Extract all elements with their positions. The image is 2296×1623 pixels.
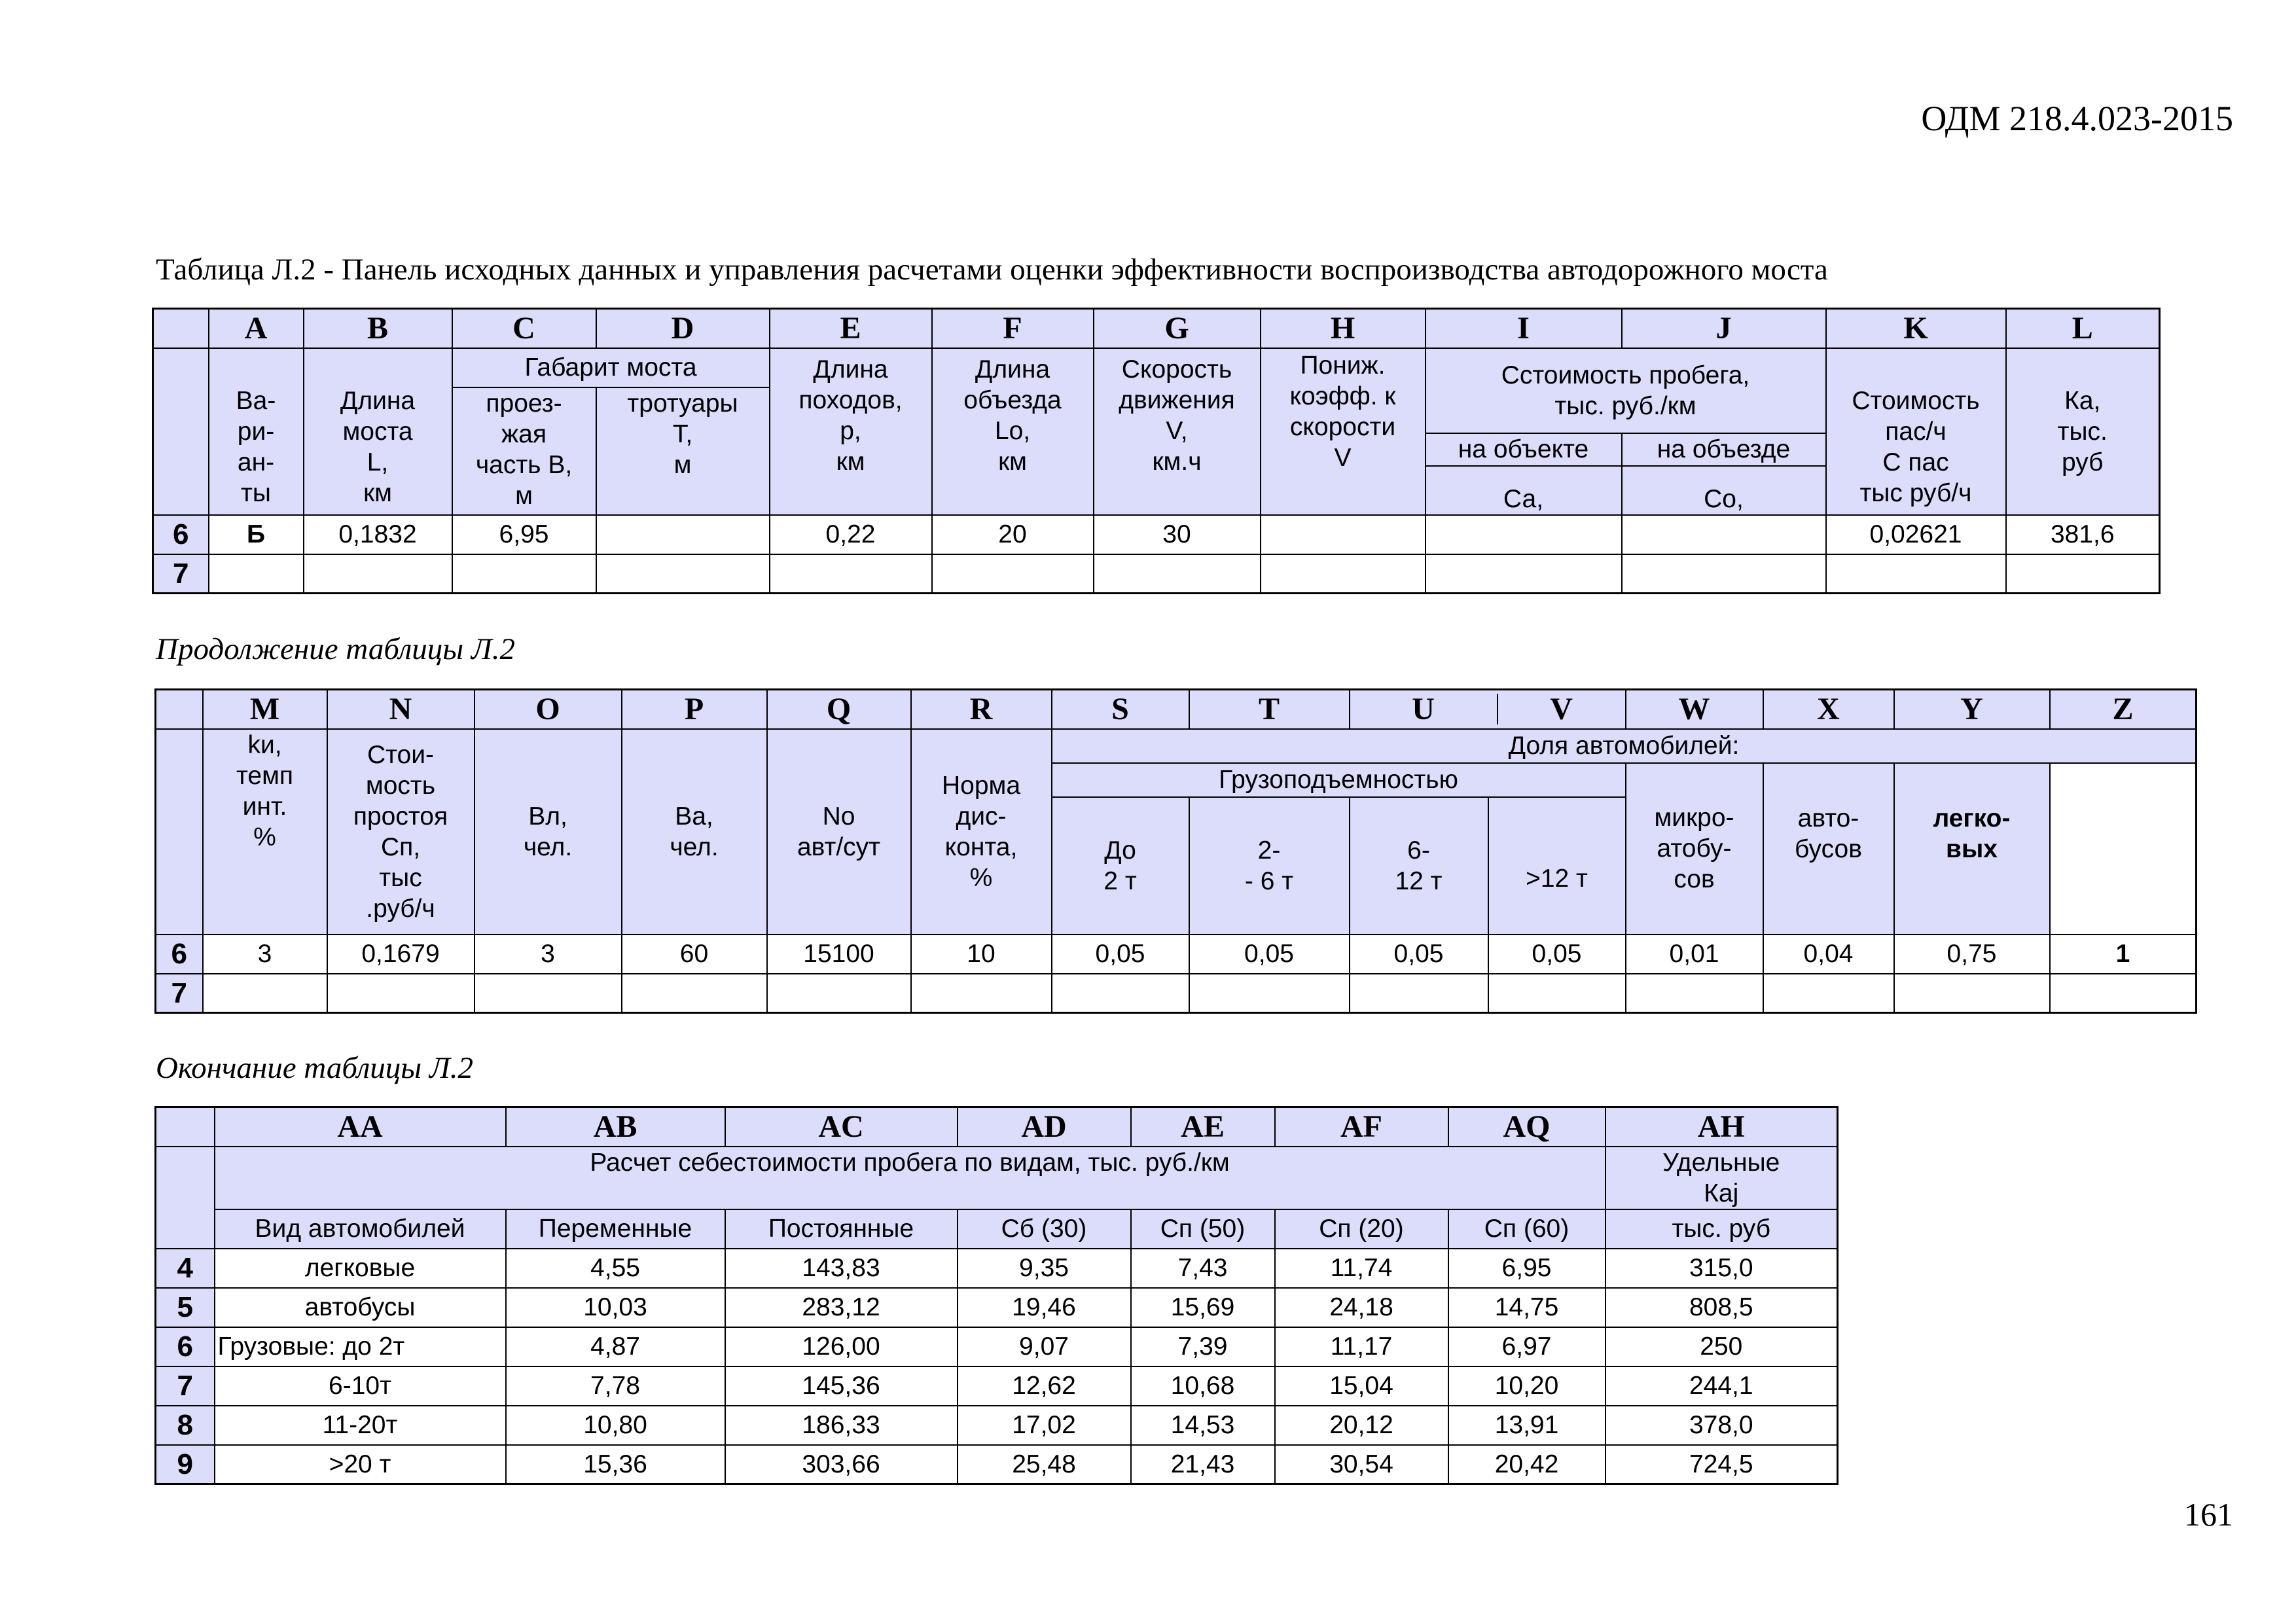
cell: 11,17	[1275, 1327, 1448, 1366]
header-ca: Са,	[1426, 466, 1622, 515]
header-buses: авто- бусов	[1763, 763, 1894, 935]
cell: 60	[622, 935, 767, 974]
col-letter-x: X	[1763, 690, 1894, 729]
col-letter-m: M	[203, 690, 327, 729]
header-sidewalks: тротуары Т, м	[596, 387, 770, 515]
cell	[2050, 974, 2197, 1013]
cell: 6,97	[1448, 1327, 1605, 1366]
table-end-caption: Окончание таблицы Л.2	[156, 1051, 473, 1085]
header-sb30: Сб (30)	[958, 1209, 1131, 1249]
cell: 6-10т	[215, 1366, 506, 1406]
col-letter-b: B	[304, 309, 452, 348]
row-number: 6	[156, 1327, 215, 1366]
corner-cell	[153, 309, 209, 348]
col-letter-r: R	[911, 690, 1052, 729]
cell: 3	[475, 935, 622, 974]
row-number: 4	[156, 1249, 215, 1288]
cell: 25,48	[958, 1445, 1131, 1484]
table-row	[156, 1327, 1838, 1366]
cell: 10,20	[1448, 1366, 1605, 1406]
document-code: ОДМ 218.4.023-2015	[1921, 99, 2233, 138]
page-number: 161	[2184, 1496, 2233, 1533]
col-letter-aq: AQ	[1448, 1107, 1605, 1147]
row-number: 6	[156, 935, 203, 974]
cell	[1261, 515, 1426, 554]
col-letter-g: G	[1094, 309, 1261, 348]
header-vehicle-share: Доля автомобилей:	[1052, 729, 2197, 763]
cell	[596, 515, 770, 554]
header-upto-2t: До 2 т	[1052, 797, 1189, 935]
cell	[1894, 974, 2050, 1013]
col-letter-z: Z	[2050, 690, 2197, 729]
cell: 808,5	[1605, 1288, 1838, 1327]
cell: легковые	[215, 1249, 506, 1288]
col-letter-t: T	[1189, 690, 1350, 729]
cell: 186,33	[725, 1406, 958, 1445]
cell	[327, 974, 475, 1013]
column-letters-row	[156, 690, 2197, 729]
col-letter-u-label: U	[1412, 692, 1435, 727]
table-row	[153, 515, 2160, 554]
cell: 378,0	[1605, 1406, 1838, 1445]
cell: 6,95	[1448, 1249, 1605, 1288]
cell: 14,75	[1448, 1288, 1605, 1327]
col-letter-n: N	[327, 690, 475, 729]
cell: 0,22	[770, 515, 932, 554]
cell	[1622, 554, 1826, 594]
cell: 143,83	[725, 1249, 958, 1288]
header-cars: легко- вых	[1894, 763, 2050, 935]
cell: 0,1679	[327, 935, 475, 974]
header-thousand-rub: тыс. руб	[1605, 1209, 1838, 1249]
cell: 7,39	[1131, 1327, 1275, 1366]
cell: 0,05	[1488, 935, 1626, 974]
header-sp50: Сп (50)	[1131, 1209, 1275, 1249]
col-letter-q: Q	[767, 690, 911, 729]
row-number: 9	[156, 1445, 215, 1484]
header-passenger-cost: Стоимость пас/ч С пас тыс руб/ч	[1826, 348, 2006, 515]
col-letter-f: F	[932, 309, 1094, 348]
cell: 9,07	[958, 1327, 1131, 1366]
header-discount-rate: Норма дис- конта, %	[911, 729, 1052, 935]
col-letter-ac: AC	[725, 1107, 958, 1147]
cell	[209, 554, 304, 594]
cell	[1622, 515, 1826, 554]
col-letter-ah: AH	[1605, 1107, 1838, 1147]
cell: 19,46	[958, 1288, 1131, 1327]
col-letter-y: Y	[1894, 690, 2050, 729]
column-letters-row	[153, 309, 2160, 348]
cell: 0,75	[1894, 935, 2050, 974]
cell	[1261, 554, 1426, 594]
cell: 20,42	[1448, 1445, 1605, 1484]
col-letter-ab: AB	[506, 1107, 725, 1147]
cell: 724,5	[1605, 1445, 1838, 1484]
cell: 0,05	[1189, 935, 1350, 974]
row-number-header	[153, 348, 209, 515]
cell: 15,04	[1275, 1366, 1448, 1406]
cell	[932, 554, 1094, 594]
cell	[1094, 554, 1261, 594]
header-detour-length: Длина объезда Lo, км	[932, 348, 1094, 515]
cell	[770, 554, 932, 594]
cell	[1350, 974, 1488, 1013]
table-row	[156, 1406, 1838, 1445]
cell: 244,1	[1605, 1366, 1838, 1406]
subheader-row	[156, 1209, 1838, 1249]
cell: 7,78	[506, 1366, 725, 1406]
row-number: 8	[156, 1406, 215, 1445]
cell: 11,74	[1275, 1249, 1448, 1288]
cell: 10,68	[1131, 1366, 1275, 1406]
row-number: 7	[153, 554, 209, 594]
row-number-header	[156, 729, 203, 935]
col-letter-e: E	[770, 309, 932, 348]
header-mileage-cost-calc: Расчет себестоимости пробега по видам, тыс. руб./км	[215, 1147, 1605, 1209]
table-row	[156, 1249, 1838, 1288]
col-letter-aa: AA	[215, 1107, 506, 1147]
table-row	[156, 1288, 1838, 1327]
cell: 10,80	[506, 1406, 725, 1445]
cell: 13,91	[1448, 1406, 1605, 1445]
header-speed-reduction: Пониж. коэфф. к скорости V	[1261, 348, 1426, 515]
header-load-capacity: Грузоподъемностью	[1052, 763, 1626, 797]
header-variable: Переменные	[506, 1209, 725, 1249]
cell: 20,12	[1275, 1406, 1448, 1445]
cell	[475, 974, 622, 1013]
cell: 0,04	[1763, 935, 1894, 974]
header-variants: Ва- ри- ан- ты	[209, 348, 304, 515]
cell: 24,18	[1275, 1288, 1448, 1327]
cell: 21,43	[1131, 1445, 1275, 1484]
cell	[2006, 554, 2160, 594]
header-walk-length: Длина походов, р, км	[770, 348, 932, 515]
col-letter-ad: AD	[958, 1107, 1131, 1147]
cell: 303,66	[725, 1445, 958, 1484]
table-row	[153, 554, 2160, 594]
cell: 0,02621	[1826, 515, 2006, 554]
col-letter-c: C	[452, 309, 596, 348]
col-letter-a: A	[209, 309, 304, 348]
header-microbuses: микро- атобу- сов	[1626, 763, 1763, 935]
row-number: 5	[156, 1288, 215, 1327]
cell: 20	[932, 515, 1094, 554]
cell: 381,6	[2006, 515, 2160, 554]
cell: 10,03	[506, 1288, 725, 1327]
col-letter-d: D	[596, 309, 770, 348]
cell: автобусы	[215, 1288, 506, 1327]
cell	[596, 554, 770, 594]
cost-table	[154, 1106, 1839, 1485]
corner-cell	[156, 690, 203, 729]
header-fixed: Постоянные	[725, 1209, 958, 1249]
corner-cell	[156, 1107, 215, 1147]
cell	[622, 974, 767, 1013]
col-letter-s: S	[1052, 690, 1189, 729]
cell: 12,62	[958, 1366, 1131, 1406]
header-specific-cost: Удельные Каj	[1605, 1147, 1838, 1209]
header-capital-cost: Ка, тыс. руб	[2006, 348, 2160, 515]
cell: 10	[911, 935, 1052, 974]
cell: 0,01	[1626, 935, 1763, 974]
cell: 315,0	[1605, 1249, 1838, 1288]
cell	[203, 974, 327, 1013]
cell	[452, 554, 596, 594]
row-number: 7	[156, 1366, 215, 1406]
table-row	[156, 1445, 1838, 1484]
cell: Б	[209, 515, 304, 554]
cell: 15,36	[506, 1445, 725, 1484]
table-row	[156, 935, 2197, 974]
header-vehicle-type: Вид автомобилей	[215, 1209, 506, 1249]
column-letters-row	[156, 1107, 1838, 1147]
cell	[1426, 515, 1622, 554]
cell: 6,95	[452, 515, 596, 554]
cell: 126,00	[725, 1327, 958, 1366]
cell: 17,02	[958, 1406, 1131, 1445]
cell: 283,12	[725, 1288, 958, 1327]
col-letter-k: K	[1826, 309, 2006, 348]
row-number: 6	[153, 515, 209, 554]
col-letter-v-label: V	[1497, 694, 1625, 724]
header-carriageway: проез- жая часть В, м	[452, 387, 596, 515]
header-over-12t: >12 т	[1488, 797, 1626, 935]
cell: 4,87	[506, 1327, 725, 1366]
header-mileage-cost: Сстоимость пробега, тыс. руб./км	[1426, 348, 1826, 433]
cell: 0,1832	[304, 515, 452, 554]
continuation-table	[154, 688, 2197, 1014]
header-bridge-length: Длина моста L, км	[304, 348, 452, 515]
col-letter-ae: AE	[1131, 1107, 1275, 1147]
cell: 1	[2050, 935, 2197, 974]
col-letter-o: O	[475, 690, 622, 729]
header-downtime-cost: Стои- мость простоя Сп, тыс .руб/ч	[327, 729, 475, 935]
col-letter-w: W	[1626, 690, 1763, 729]
col-letter-j: J	[1622, 309, 1826, 348]
col-letter-i: I	[1426, 309, 1622, 348]
col-letter-l: L	[2006, 309, 2160, 348]
input-data-table	[152, 308, 2161, 594]
cell: 145,36	[725, 1366, 958, 1406]
header-traffic: No авт/сут	[767, 729, 911, 935]
header-bridge-clearance: Габарит моста	[452, 348, 770, 387]
cell	[1052, 974, 1189, 1013]
header-speed: Скорость движения V, км.ч	[1094, 348, 1261, 515]
cell	[1488, 974, 1626, 1013]
table-row	[156, 1366, 1838, 1406]
col-letter-af: AF	[1275, 1107, 1448, 1147]
cell: >20 т	[215, 1445, 506, 1484]
table-continuation-caption: Продолжение таблицы Л.2	[156, 632, 515, 666]
header-6-12t: 6- 12 т	[1350, 797, 1488, 935]
cell: 15,69	[1131, 1288, 1275, 1327]
col-letter-p: P	[622, 690, 767, 729]
col-letter-h: H	[1261, 309, 1426, 348]
header-sp60: Сп (60)	[1448, 1209, 1605, 1249]
cell	[911, 974, 1052, 1013]
header-2-6t: 2- - 6 т	[1189, 797, 1350, 935]
table-row	[156, 974, 2197, 1013]
cell	[1189, 974, 1350, 1013]
cell: 3	[203, 935, 327, 974]
cell	[1763, 974, 1894, 1013]
header-on-detour: на объезде	[1622, 433, 1826, 466]
header-va: Ва, чел.	[622, 729, 767, 935]
cell: 0,05	[1350, 935, 1488, 974]
cell	[767, 974, 911, 1013]
cell: Грузовые: до 2т	[215, 1327, 506, 1366]
cell: 11-20т	[215, 1406, 506, 1445]
header-co: Со,	[1622, 466, 1826, 515]
cell: 4,55	[506, 1249, 725, 1288]
col-letter-u	[1350, 690, 1626, 729]
header-sp20: Сп (20)	[1275, 1209, 1448, 1249]
cell: 14,53	[1131, 1406, 1275, 1445]
cell	[304, 554, 452, 594]
cell	[1826, 554, 2006, 594]
cell: 30,54	[1275, 1445, 1448, 1484]
cell	[1626, 974, 1763, 1013]
cell: 9,35	[958, 1249, 1131, 1288]
table-caption: Таблица Л.2 - Панель исходных данных и управления расчетами оценки эффективности воспроизводства автодорожного моста	[156, 253, 1828, 287]
header-on-object: на объекте	[1426, 433, 1622, 466]
cell: 250	[1605, 1327, 1838, 1366]
cell: 7,43	[1131, 1249, 1275, 1288]
row-number: 7	[156, 974, 203, 1013]
cell	[1426, 554, 1622, 594]
cell: 30	[1094, 515, 1261, 554]
cell: 15100	[767, 935, 911, 974]
cell: 0,05	[1052, 935, 1189, 974]
header-growth-rate: kи, темп инт. %	[203, 729, 327, 935]
row-number-header	[156, 1147, 215, 1249]
header-vl: Вл, чел.	[475, 729, 622, 935]
